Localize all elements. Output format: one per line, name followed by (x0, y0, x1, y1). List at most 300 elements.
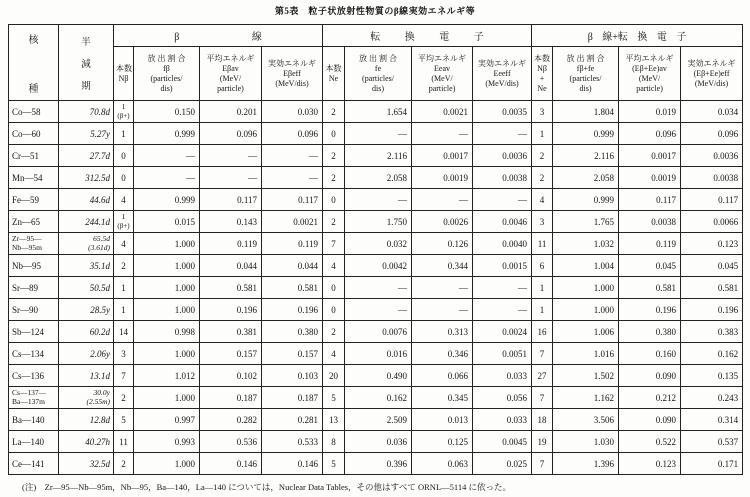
beta-plus-conversion-avg-energy-cell: 0.581 (619, 277, 681, 299)
beta-plus-conversion-avg-energy-cell: 0.096 (619, 123, 681, 145)
nuclide-cell (9, 321, 59, 343)
half-life-line: 50.5d (89, 282, 110, 293)
beta-plus-conversion-fraction-cell: 1.030 (553, 431, 619, 453)
half-life-line: (3.61d) (88, 242, 110, 252)
header-label (136, 54, 197, 94)
beta-plus-conversion-eff-energy-cell: 0.162 (681, 343, 743, 365)
beta-count-cell: 7 (114, 365, 134, 387)
header-label (621, 54, 678, 94)
beta-count-cell (114, 211, 134, 233)
header-line: Eeav (434, 63, 451, 73)
beta-plus-conversion-count-cell: 19 (532, 431, 553, 453)
beta-avg-energy-cell: — (200, 167, 262, 189)
header-line: 本数 (534, 53, 551, 63)
conversion-electron-fraction-cell: 2.058 (345, 167, 412, 189)
header-line: + (539, 73, 545, 83)
beta-fraction-cell: 0.998 (134, 321, 200, 343)
table-row (9, 365, 743, 387)
half-life-cell (59, 255, 114, 277)
beta-count-cell (114, 101, 134, 123)
conversion-electron-avg-energy-cell: 0.313 (412, 321, 473, 343)
conversion-electron-eff-energy-cell: 0.025 (473, 453, 532, 475)
beta-plus-conversion-fraction-cell: 2.116 (553, 145, 619, 167)
nuclide-cell (9, 255, 59, 277)
nuclide-cell (9, 453, 59, 475)
beta-plus-conversion-avg-energy-cell: 0.0019 (619, 167, 681, 189)
beta-plus-conversion-fraction-cell: 1.000 (553, 277, 619, 299)
beta-avg-energy-cell: 0.044 (200, 255, 262, 277)
conversion-electron-fraction-cell: — (345, 189, 412, 211)
value-line: (β+) (117, 221, 130, 230)
header-line: dis) (160, 83, 173, 93)
conversion-electron-count-cell: 5 (323, 453, 345, 475)
beta-plus-conversion-avg-energy-cell: 0.119 (619, 233, 681, 255)
nuclide-cell (9, 387, 59, 409)
beta-plus-conversion-fraction-header (553, 47, 619, 101)
beta-plus-conversion-eff-energy-cell: 0.243 (681, 387, 743, 409)
beta-count-header (114, 47, 134, 101)
beta-plus-conversion-avg-energy-cell: 0.0038 (619, 211, 681, 233)
conversion-electron-avg-energy-cell: 0.0019 (412, 167, 473, 189)
half-life-line: 70.8d (89, 106, 110, 117)
conversion-electron-avg-energy-header (412, 47, 473, 101)
conversion-electron-eff-energy-cell: — (473, 189, 532, 211)
beta-fraction-cell: 1.012 (134, 365, 200, 387)
beta-fraction-header (134, 47, 200, 101)
table-row (9, 233, 743, 255)
beta-plus-conversion-eff-energy-cell: 0.314 (681, 409, 743, 431)
beta-plus-conversion-avg-energy-cell: 0.019 (619, 101, 681, 123)
beta-plus-conversion-eff-energy-cell: 0.0036 (681, 145, 743, 167)
header-line: Ne (537, 83, 547, 93)
conversion-electron-fraction-cell: — (345, 299, 412, 321)
beta-avg-energy-cell: 0.282 (200, 409, 262, 431)
half-life-cell (59, 299, 114, 321)
beta-plus-conversion-fraction-cell: 1.765 (553, 211, 619, 233)
beta-count-cell: 4 (114, 233, 134, 255)
beta-plus-conversion-count-cell: 16 (532, 321, 553, 343)
header-label (555, 54, 616, 94)
header-line: 本数 (325, 63, 342, 73)
beta-plus-conversion-avg-energy-header (619, 47, 681, 101)
beta-plus-conversion-fraction-cell: 3.506 (553, 409, 619, 431)
beta-avg-energy-cell: 0.119 (200, 233, 262, 255)
beta-eff-energy-cell: 0.187 (262, 387, 323, 409)
header-label (116, 64, 131, 84)
beta-fraction-cell: 1.000 (134, 453, 200, 475)
conversion-electron-eff-energy-cell: 0.0045 (473, 431, 532, 453)
beta-eff-energy-cell: 0.581 (262, 277, 323, 299)
header-line: Ne (328, 73, 339, 83)
header-label (475, 59, 529, 89)
beta-fraction-cell: 0.150 (134, 101, 200, 123)
header-line: (MeV/dis) (275, 78, 309, 88)
nuclide-cell (9, 233, 59, 255)
header-line: Eβeff (283, 68, 301, 78)
beta-plus-conversion-eff-energy-cell: 0.537 (681, 431, 743, 453)
conversion-electron-count-cell: 13 (323, 409, 345, 431)
beta-plus-conversion-eff-energy-cell: 0.581 (681, 277, 743, 299)
beta-plus-conversion-count-cell: 4 (532, 189, 553, 211)
half-life-line: (2.55m) (86, 396, 110, 406)
beta-avg-energy-cell: 0.117 (200, 189, 262, 211)
header-line: Eeeff (493, 68, 511, 78)
conversion-electron-avg-energy-cell: 0.0017 (412, 145, 473, 167)
conversion-electron-avg-energy-cell: 0.0026 (412, 211, 473, 233)
conversion-electron-fraction-cell: 0.0076 (345, 321, 412, 343)
nuclide-line: Ba—137m (12, 396, 45, 406)
conversion-electron-avg-energy-cell: — (412, 277, 473, 299)
conversion-electron-count-cell: 2 (323, 211, 345, 233)
beta-plus-conversion-avg-energy-cell: 0.196 (619, 299, 681, 321)
beta-avg-energy-cell: 0.102 (200, 365, 262, 387)
beta-avg-energy-cell: — (200, 145, 262, 167)
beta-plus-conversion-count-cell: 1 (532, 123, 553, 145)
nuclide-line: Sr—90 (12, 304, 39, 315)
conversion-electron-fraction-cell: 1.654 (345, 101, 412, 123)
conversion-electron-avg-energy-cell: 0.345 (412, 387, 473, 409)
beta-avg-energy-cell: 0.187 (200, 387, 262, 409)
beta-eff-energy-cell: 0.119 (262, 233, 323, 255)
conversion-electron-count-cell: 20 (323, 365, 345, 387)
beta-eff-energy-cell: 0.380 (262, 321, 323, 343)
conversion-electron-eff-energy-cell: 0.0024 (473, 321, 532, 343)
beta-plus-conversion-count-cell: 1 (532, 277, 553, 299)
beta-count-cell: 4 (114, 189, 134, 211)
half-life-line: 2.06y (90, 348, 110, 359)
conversion-electron-fraction-cell: 0.396 (345, 453, 412, 475)
table-row (9, 321, 743, 343)
conversion-electron-avg-energy-cell: 0.125 (412, 431, 473, 453)
beta-avg-energy-cell: 0.146 (200, 453, 262, 475)
nuclide-line: Cs—134 (12, 348, 45, 359)
half-life-cell (59, 101, 114, 123)
header-line: 実効エネルギ (268, 58, 317, 68)
conversion-electron-eff-energy-cell: 0.0051 (473, 343, 532, 365)
beta-plus-conversion-avg-energy-cell: 0.117 (619, 189, 681, 211)
table-row (9, 167, 743, 189)
beta-fraction-cell: 1.000 (134, 387, 200, 409)
half-life-line: 35.1d (89, 260, 110, 271)
header-line: Eβav (222, 63, 239, 73)
beta-plus-conversion-avg-energy-cell: 0.0017 (619, 145, 681, 167)
value-line: 1 (121, 102, 126, 111)
half-life-cell (59, 233, 114, 255)
conversion-electron-avg-energy-cell: 0.066 (412, 365, 473, 387)
half-life-cell (59, 321, 114, 343)
beta-count-cell: 1 (114, 123, 134, 145)
beta-plus-conversion-count-header (532, 47, 553, 101)
half-life-line: 244.1d (85, 216, 110, 227)
beta-plus-conversion-eff-energy-cell: 0.096 (681, 123, 743, 145)
half-life-cell (59, 145, 114, 167)
conversion-electron-fraction-header (345, 47, 412, 101)
conversion-electron-count-cell: 2 (323, 321, 345, 343)
nuclide-line: Cs—136 (12, 370, 45, 381)
conversion-electron-avg-energy-cell: — (412, 189, 473, 211)
header-line: dis) (372, 83, 385, 93)
conversion-electron-eff-energy-cell: 0.033 (473, 365, 532, 387)
beta-plus-conversion-fraction-cell: 1.032 (553, 233, 619, 255)
table-row (9, 387, 743, 409)
beta-count-cell: 14 (114, 321, 134, 343)
nuclide-line: Sr—89 (12, 282, 39, 293)
half-life-line: 5.27y (90, 128, 110, 139)
half-life-cell (59, 189, 114, 211)
footnote: (注) Zr—95—Nb—95m，Nb—95，Ba—140，La—140 については，Nuclear Data Tables，その他はすべて ORNL—5114 に依った。 (22, 482, 511, 492)
beta-energy-table (8, 24, 743, 475)
half-life-cell (59, 277, 114, 299)
beta-avg-energy-cell: 0.581 (200, 277, 262, 299)
half-life-cell (59, 123, 114, 145)
beta-plus-conversion-eff-energy-cell: 0.123 (681, 233, 743, 255)
beta-eff-energy-cell: — (262, 167, 323, 189)
beta-count-cell: 0 (114, 145, 134, 167)
beta-avg-energy-header (200, 47, 262, 101)
conversion-electron-avg-energy-cell: 0.346 (412, 343, 473, 365)
nuclide-line: Zn—65 (12, 216, 40, 227)
table-row (9, 431, 743, 453)
nuclide-line: Fe—59 (12, 194, 39, 205)
header-line: 本数 (116, 63, 132, 73)
beta-plus-conversion-fraction-cell: 0.999 (553, 123, 619, 145)
beta-count-cell: 5 (114, 409, 134, 431)
nuclide-line: La—140 (12, 436, 44, 447)
beta-eff-energy-cell: 0.533 (262, 431, 323, 453)
nuclide-cell (9, 211, 59, 233)
header-label (347, 54, 409, 94)
nuclide-line: Zr—95— (12, 234, 42, 243)
header-line: fβ (163, 63, 170, 73)
beta-eff-energy-cell: 0.146 (262, 453, 323, 475)
table-row (9, 255, 743, 277)
conversion-electron-fraction-cell: 2.509 (345, 409, 412, 431)
half-life-line: 30.0y (93, 388, 110, 397)
half-life-cell (59, 343, 114, 365)
nuclide-line: Co—58 (12, 106, 41, 117)
beta-plus-conversion-count-cell: 3 (532, 101, 553, 123)
conversion-electron-count-cell: 2 (323, 145, 345, 167)
half-life-cell (59, 167, 114, 189)
nuclide-cell (9, 145, 59, 167)
half-life-line: 40.27h (85, 436, 110, 447)
header-line: dis) (579, 83, 592, 93)
conversion-electron-avg-energy-cell: 0.126 (412, 233, 473, 255)
table-row (9, 299, 743, 321)
beta-plus-conversion-avg-energy-cell: 0.123 (619, 453, 681, 475)
beta-count-cell: 2 (114, 255, 134, 277)
nuclide-cell (9, 343, 59, 365)
beta-plus-conversion-eff-energy-cell: 0.0038 (681, 167, 743, 189)
header-line: particle) (428, 83, 456, 93)
conversion-electron-avg-energy-cell: — (412, 123, 473, 145)
table-title: 第5表 粒子状放射性物質のβ線実効エネルギ等 (274, 6, 476, 16)
conversion-electron-eff-energy-cell: — (473, 123, 532, 145)
conversion-electron-eff-energy-cell: — (473, 299, 532, 321)
half-life-header-char: 期 (81, 81, 91, 92)
nuclide-cell (9, 409, 59, 431)
conversion-electron-count-cell: 2 (323, 101, 345, 123)
nuclide-header-char: 種 (28, 83, 39, 95)
header-line: 平均エネルギ (418, 53, 467, 63)
beta-count-cell: 0 (114, 167, 134, 189)
group-header-beta: β 線 (114, 25, 323, 47)
header-label (414, 54, 470, 94)
table-row (9, 101, 743, 123)
header-row-columns (9, 47, 743, 101)
beta-count-cell: 2 (114, 387, 134, 409)
beta-fraction-cell: 1.000 (134, 299, 200, 321)
beta-plus-conversion-count-cell: 7 (532, 453, 553, 475)
nuclide-line: Cs—137— (12, 388, 47, 397)
beta-plus-conversion-count-cell: 1 (532, 299, 553, 321)
nuclide-cell (9, 431, 59, 453)
nuclide-header (9, 25, 59, 101)
header-line: (particles/ (569, 73, 602, 83)
beta-plus-conversion-count-cell: 11 (532, 233, 553, 255)
group-header-conversion-electron: 転 換 電 子 (323, 25, 532, 47)
nuclide-line: Nb—95m (12, 242, 42, 252)
beta-fraction-cell: 0.999 (134, 189, 200, 211)
beta-eff-energy-cell: 0.0021 (262, 211, 323, 233)
beta-avg-energy-cell: 0.096 (200, 123, 262, 145)
table-row (9, 145, 743, 167)
beta-plus-conversion-fraction-cell: 2.058 (553, 167, 619, 189)
nuclide-cell (9, 299, 59, 321)
beta-avg-energy-cell: 0.143 (200, 211, 262, 233)
half-life-cell (59, 365, 114, 387)
beta-plus-conversion-eff-energy-cell: 0.171 (681, 453, 743, 475)
header-line: Nβ (118, 73, 129, 83)
beta-plus-conversion-fraction-cell: 1.004 (553, 255, 619, 277)
beta-fraction-cell: 0.993 (134, 431, 200, 453)
beta-eff-energy-cell: 0.103 (262, 365, 323, 387)
header-line: (Eβ+Ee)eff (693, 68, 730, 78)
conversion-electron-fraction-cell: 0.032 (345, 233, 412, 255)
header-label (202, 54, 259, 94)
conversion-electron-eff-energy-cell: 0.0036 (473, 145, 532, 167)
beta-plus-conversion-eff-energy-cell: 0.196 (681, 299, 743, 321)
beta-plus-conversion-fraction-cell: 1.804 (553, 101, 619, 123)
beta-plus-conversion-eff-energy-cell: 0.135 (681, 365, 743, 387)
beta-plus-conversion-eff-energy-header (681, 47, 743, 101)
beta-plus-conversion-eff-energy-cell: 0.034 (681, 101, 743, 123)
half-life-cell (59, 387, 114, 409)
half-life-cell (59, 409, 114, 431)
value-line: 1 (121, 212, 126, 221)
beta-fraction-cell: 0.999 (134, 123, 200, 145)
conversion-electron-count-cell: 4 (323, 255, 345, 277)
beta-plus-conversion-fraction-cell: 1.162 (553, 387, 619, 409)
header-line: 平均エネルギ (625, 53, 674, 63)
beta-plus-conversion-fraction-cell: 1.000 (553, 299, 619, 321)
nuclide-line: Co—60 (12, 128, 41, 139)
beta-avg-energy-cell: 0.157 (200, 343, 262, 365)
beta-plus-conversion-count-cell: 7 (532, 343, 553, 365)
header-line: (particles/ (150, 73, 183, 83)
beta-avg-energy-cell: 0.381 (200, 321, 262, 343)
nuclide-line: Cr—51 (12, 150, 39, 161)
half-life-line: 32.5d (89, 458, 110, 469)
table-row (9, 343, 743, 365)
beta-plus-conversion-count-cell: 2 (532, 145, 553, 167)
conversion-electron-avg-energy-cell: 0.063 (412, 453, 473, 475)
beta-plus-conversion-avg-energy-cell: 0.090 (619, 409, 681, 431)
header-label (264, 59, 320, 89)
conversion-electron-eff-energy-cell: 0.0038 (473, 167, 532, 189)
beta-plus-conversion-avg-energy-cell: 0.045 (619, 255, 681, 277)
header-line: (Eβ+Ee)av (632, 63, 667, 73)
table-row (9, 453, 743, 475)
nuclide-cell (9, 167, 59, 189)
conversion-electron-eff-energy-cell: 0.0015 (473, 255, 532, 277)
conversion-electron-count-cell: 0 (323, 277, 345, 299)
group-header-beta-plus-conversion: β 線+転 換 電 子 (532, 25, 743, 47)
beta-fraction-cell: 1.000 (134, 233, 200, 255)
half-life-line: 27.7d (89, 150, 110, 161)
conversion-electron-fraction-cell: 2.116 (345, 145, 412, 167)
nuclide-cell (9, 365, 59, 387)
beta-plus-conversion-count-cell: 18 (532, 409, 553, 431)
beta-plus-conversion-eff-energy-cell: 0.383 (681, 321, 743, 343)
conversion-electron-eff-energy-cell: 0.033 (473, 409, 532, 431)
beta-plus-conversion-eff-energy-cell: 0.117 (681, 189, 743, 211)
half-life-line: 44.6d (89, 194, 110, 205)
half-life-line: 312.5d (85, 172, 110, 183)
table-row (9, 277, 743, 299)
beta-fraction-cell: — (134, 145, 200, 167)
header-label (683, 59, 740, 89)
nuclide-cell (9, 101, 59, 123)
header-line: 放 出 割 合 (359, 53, 398, 63)
conversion-electron-count-cell: 7 (323, 233, 345, 255)
half-life-cell (59, 431, 114, 453)
header-line: 実効エネルギ (687, 58, 736, 68)
value-line: (β+) (117, 111, 130, 120)
conversion-electron-count-cell: 8 (323, 431, 345, 453)
beta-eff-energy-cell: 0.044 (262, 255, 323, 277)
conversion-electron-fraction-cell: 0.490 (345, 365, 412, 387)
header-line: fβ+fe (576, 63, 595, 73)
beta-plus-conversion-avg-energy-cell: 0.090 (619, 365, 681, 387)
conversion-electron-count-cell: 0 (323, 189, 345, 211)
header-line: (MeV/ (431, 73, 453, 83)
header-label (534, 54, 550, 94)
header-line: (MeV/ (219, 73, 242, 83)
half-life-line: 65.5d (93, 234, 110, 243)
half-life-cell (59, 453, 114, 475)
beta-plus-conversion-count-cell: 27 (532, 365, 553, 387)
conversion-electron-avg-energy-cell: — (412, 299, 473, 321)
beta-plus-conversion-count-cell: 7 (532, 387, 553, 409)
beta-fraction-cell: 1.000 (134, 343, 200, 365)
half-life-line: 28.5y (90, 304, 110, 315)
conversion-electron-count-cell: 0 (323, 123, 345, 145)
beta-count-cell: 3 (114, 343, 134, 365)
conversion-electron-eff-energy-header (473, 47, 532, 101)
nuclide-header-char: 核 (28, 34, 39, 46)
table-row (9, 211, 743, 233)
nuclide-line: Ba—140 (12, 414, 45, 425)
header-line: Nβ (537, 63, 547, 73)
beta-avg-energy-cell: 0.196 (200, 299, 262, 321)
beta-plus-conversion-avg-energy-cell: 0.160 (619, 343, 681, 365)
conversion-electron-eff-energy-cell: — (473, 277, 532, 299)
beta-plus-conversion-avg-energy-cell: 0.380 (619, 321, 681, 343)
beta-plus-conversion-count-cell: 3 (532, 211, 553, 233)
table-body (9, 101, 743, 475)
nuclide-line: Mn—54 (12, 172, 43, 183)
